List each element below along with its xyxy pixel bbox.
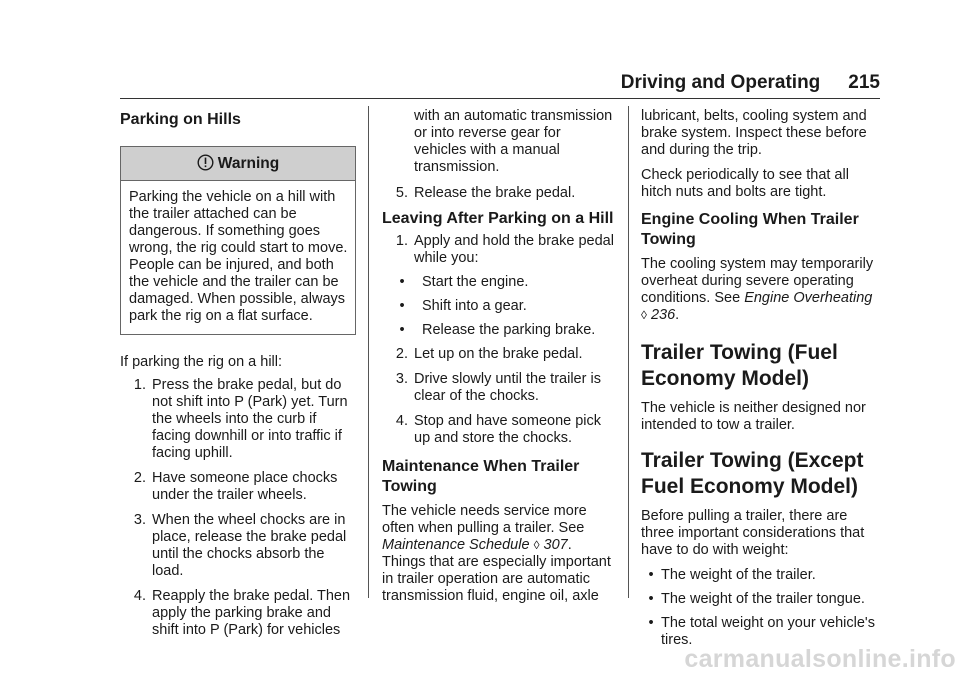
bullet-item: • Shift into a gear. <box>399 298 527 314</box>
column-1 <box>120 108 356 639</box>
heading-leaving-after-parking: Leaving After Parking on a Hill <box>382 210 614 227</box>
column-divider-1 <box>368 106 369 598</box>
page-header <box>621 72 880 94</box>
heading-engine-cooling: Engine Cooling When Trailer Towing <box>641 211 859 248</box>
header-rule <box>120 98 880 99</box>
bullet-item: • Start the engine. <box>399 274 529 290</box>
column-2 <box>382 108 614 605</box>
list-item-continued: with an automatic transmission or into reverse gear for vehicles with a manual transmission. <box>414 108 613 175</box>
weight-intro-paragraph: Before pulling a trailer, there are three important considerations that have to do with weight: <box>641 508 865 558</box>
list-item: 4. Reapply the brake pedal. Then apply the parking brake and shift into P (Park) for vehicles <box>133 588 351 638</box>
fuel-economy-paragraph: The vehicle is neither designed nor intended to tow a trailer. <box>641 400 866 433</box>
warning-text: Parking the vehicle on a hill with the trailer attached can be dangerous. If something goes wrong, the rig could start to move. People can be injured, and both the vehicle and the trailer can be damaged. When possible, always park the rig on a flat surface. <box>129 189 348 324</box>
hitch-paragraph: Check periodically to see that all hitch nuts and bolts are tight. <box>641 167 849 200</box>
site-watermark: carmanualsonline.info <box>684 645 956 673</box>
parking-intro: If parking the rig on a hill: <box>120 354 283 370</box>
heading-parking-on-hills: Parking on Hills <box>120 111 241 128</box>
list-item: 5. Release the brake pedal. <box>395 185 576 201</box>
list-item: 2. Let up on the brake pedal. <box>395 346 583 362</box>
warning-icon <box>197 154 214 174</box>
engine-overheating-link[interactable]: Engine Overheating <box>744 290 873 306</box>
leaving-steps-list <box>382 233 614 447</box>
heading-trailer-towing-fuel: Trailer Towing (Fuel Economy Model) <box>641 341 838 390</box>
list-item: 2. Have someone place chocks under the trailer wheels. <box>133 470 338 503</box>
bullet-item: • The weight of the trailer tongue. <box>648 591 865 607</box>
list-item: 1. Press the brake pedal, but do not shift into P (Park) yet. Turn the wheels into the curb if facing downhill or into traffic if facing uphill. <box>133 377 348 461</box>
heading-trailer-towing-except: Trailer Towing (Except Fuel Economy Model) <box>641 449 864 498</box>
maintenance-paragraph: The vehicle needs service more often when pulling a trailer. See Maintenance Schedule ◊ 307. Things that are especially important in trailer operation are automatic transmission fluid, engine oil, axle <box>382 503 611 604</box>
column-3 <box>641 108 881 649</box>
column-divider-2 <box>628 106 629 598</box>
overheating-page-ref[interactable]: 236 <box>650 307 676 323</box>
engine-cooling-paragraph: The cooling system may temporarily overheat during severe operating conditions. See Engine Overheating ◊ 236. <box>641 256 874 323</box>
warning-title: Warning <box>217 155 280 172</box>
page-number: 215 <box>848 72 880 93</box>
warning-box <box>120 146 356 335</box>
bullet-item: • The total weight on your vehicle's tires. <box>648 615 875 648</box>
warning-header <box>121 147 355 181</box>
list-item: 3. Drive slowly until the trailer is clear of the chocks. <box>395 371 601 404</box>
maintenance-page-ref[interactable]: 307 <box>543 537 568 553</box>
cooling-continued: lubricant, belts, cooling system and brake system. Inspect these before and during the trip. <box>641 108 867 158</box>
page-ref-icon: ◊ <box>641 308 647 322</box>
list-item: 1. Apply and hold the brake pedal while you: <box>395 233 614 266</box>
bullet-item: • The weight of the trailer. <box>648 567 816 583</box>
heading-maintenance-towing: Maintenance When Trailer Towing <box>382 458 580 495</box>
maintenance-schedule-link[interactable]: Maintenance Schedule <box>382 537 530 553</box>
parking-steps-list <box>120 377 356 639</box>
list-item: 4. Stop and have someone pick up and store the chocks. <box>395 413 602 446</box>
list-item: 3. When the wheel chocks are in place, release the brake pedal until the chocks absorb the load. <box>133 512 347 579</box>
bullet-item: • Release the parking brake. <box>399 322 596 338</box>
section-title: Driving and Operating <box>620 72 821 93</box>
page-ref-icon: ◊ <box>533 538 540 552</box>
